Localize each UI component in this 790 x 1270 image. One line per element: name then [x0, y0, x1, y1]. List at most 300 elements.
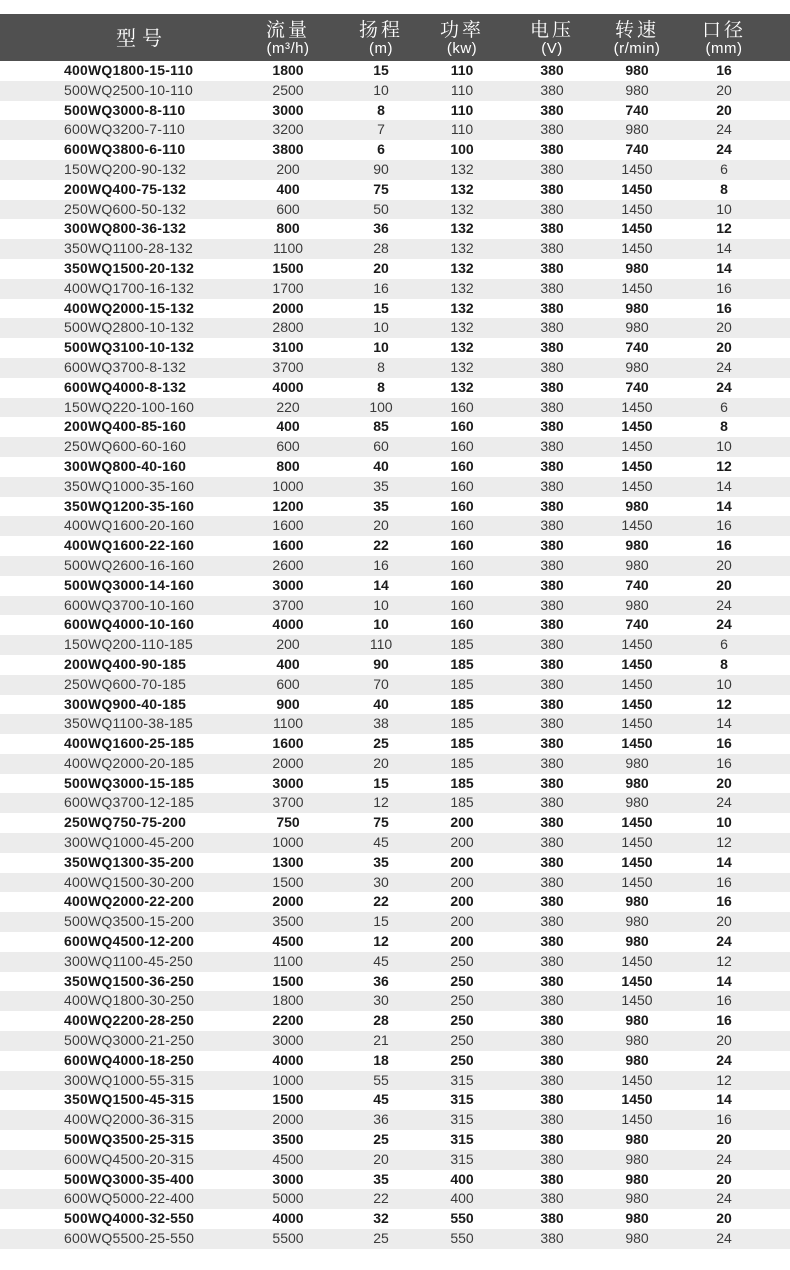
- cell-speed: 980: [625, 1032, 649, 1049]
- cell-speed: 1450: [621, 240, 653, 257]
- cell-head: 20: [373, 1150, 389, 1167]
- cell-model: 600WQ4000-10-160: [64, 616, 195, 633]
- cell-flow: 800: [276, 220, 300, 237]
- cell-caliber: 16: [716, 992, 732, 1009]
- cell-power: 200: [450, 814, 474, 831]
- cell-power: 250: [450, 992, 474, 1009]
- table-row: [0, 932, 790, 952]
- cell-flow: 1800: [272, 62, 304, 78]
- table-row: [0, 200, 790, 220]
- cell-flow: 3000: [272, 101, 304, 118]
- cell-flow: 400: [276, 180, 300, 197]
- cell-power: 185: [450, 715, 474, 732]
- cell-voltage: 380: [540, 655, 564, 672]
- cell-voltage: 380: [540, 299, 564, 316]
- cell-head: 30: [373, 873, 389, 890]
- cell-model: 500WQ3500-25-315: [64, 1131, 195, 1148]
- cell-flow: 750: [276, 814, 300, 831]
- table-row: [0, 853, 790, 873]
- table-row: [0, 81, 790, 101]
- cell-caliber: 6: [720, 636, 728, 653]
- table-row: [0, 497, 790, 517]
- cell-voltage: 380: [540, 1111, 564, 1128]
- cell-speed: 980: [625, 893, 649, 910]
- cell-power: 132: [450, 299, 474, 316]
- cell-caliber: 24: [716, 596, 732, 613]
- cell-model: 500WQ2500-10-110: [64, 81, 194, 98]
- table-row: [0, 477, 790, 497]
- pump-spec-table: [0, 14, 790, 1249]
- cell-caliber: 14: [716, 240, 732, 257]
- cell-flow: 1000: [272, 477, 304, 494]
- cell-power: 185: [450, 774, 474, 791]
- cell-voltage: 380: [540, 378, 564, 395]
- cell-model: 400WQ2000-20-185: [64, 754, 195, 771]
- cell-head: 38: [373, 715, 389, 732]
- cell-voltage: 380: [540, 715, 564, 732]
- cell-speed: 1450: [621, 457, 653, 474]
- cell-flow: 3100: [272, 339, 304, 356]
- cell-head: 40: [373, 457, 389, 474]
- table-row: [0, 1189, 790, 1209]
- cell-caliber: 16: [716, 299, 732, 316]
- cell-voltage: 380: [540, 537, 564, 554]
- cell-speed: 1450: [621, 180, 653, 197]
- cell-head: 22: [373, 1190, 389, 1207]
- cell-model: 350WQ1100-38-185: [64, 715, 194, 732]
- cell-flow: 1600: [272, 735, 304, 752]
- cell-model: 600WQ4000-8-132: [64, 378, 187, 395]
- cell-flow: 3700: [272, 794, 304, 811]
- cell-flow: 4500: [272, 933, 304, 950]
- cell-flow: 5000: [272, 1190, 304, 1207]
- cell-flow: 4000: [272, 1210, 304, 1227]
- cell-caliber: 12: [716, 834, 732, 851]
- cell-flow: 1500: [272, 873, 304, 890]
- cell-power: 315: [450, 1131, 474, 1148]
- cell-voltage: 380: [540, 1012, 564, 1029]
- header-flow: [266, 14, 310, 61]
- cell-speed: 1450: [621, 992, 653, 1009]
- header-caliber-unit: (mm): [705, 40, 743, 57]
- cell-head: 8: [377, 378, 385, 395]
- cell-flow: 200: [276, 636, 300, 653]
- cell-voltage: 380: [540, 319, 564, 336]
- table-row: [0, 279, 790, 299]
- cell-head: 20: [373, 517, 389, 534]
- cell-head: 50: [373, 200, 389, 217]
- table-row: [0, 952, 790, 972]
- cell-speed: 1450: [621, 477, 653, 494]
- table-row: [0, 180, 790, 200]
- header-caliber-label: 口径: [701, 19, 747, 41]
- cell-model: 600WQ5500-25-550: [64, 1230, 195, 1247]
- cell-model: 600WQ3200-7-110: [64, 121, 186, 138]
- cell-model: 600WQ5000-22-400: [64, 1190, 195, 1207]
- cell-flow: 2000: [272, 1111, 304, 1128]
- cell-power: 200: [450, 853, 474, 870]
- cell-flow: 1600: [272, 517, 304, 534]
- cell-power: 185: [450, 636, 474, 653]
- table-row: [0, 556, 790, 576]
- cell-flow: 1500: [272, 259, 304, 276]
- cell-speed: 980: [625, 259, 649, 276]
- table-row: [0, 61, 790, 81]
- cell-voltage: 380: [540, 735, 564, 752]
- cell-voltage: 380: [540, 1032, 564, 1049]
- cell-speed: 740: [625, 616, 649, 633]
- cell-speed: 740: [625, 141, 649, 158]
- cell-model: 350WQ1200-35-160: [64, 497, 195, 514]
- table-row: [0, 140, 790, 160]
- cell-flow: 1100: [272, 952, 304, 969]
- cell-speed: 1450: [621, 695, 653, 712]
- cell-caliber: 24: [716, 1051, 732, 1068]
- cell-caliber: 20: [716, 576, 732, 593]
- table-row: [0, 398, 790, 418]
- cell-head: 36: [373, 972, 389, 989]
- cell-caliber: 20: [716, 1210, 732, 1227]
- cell-caliber: 24: [716, 121, 732, 138]
- cell-power: 160: [450, 556, 474, 573]
- header-model-label: 型号: [116, 26, 168, 50]
- cell-power: 100: [450, 141, 474, 158]
- cell-model: 600WQ4500-12-200: [64, 933, 195, 950]
- table-body: [0, 61, 790, 1249]
- cell-speed: 1450: [621, 655, 653, 672]
- cell-caliber: 8: [720, 418, 728, 435]
- header-speed: [614, 14, 661, 61]
- cell-model: 500WQ3000-35-400: [64, 1170, 195, 1187]
- header-head-label: 扬程: [358, 19, 404, 41]
- cell-power: 185: [450, 754, 474, 771]
- cell-caliber: 20: [716, 913, 732, 930]
- cell-head: 15: [373, 62, 389, 78]
- cell-speed: 980: [625, 81, 649, 98]
- cell-head: 36: [373, 1111, 389, 1128]
- cell-caliber: 16: [716, 537, 732, 554]
- cell-head: 12: [373, 794, 389, 811]
- cell-head: 25: [373, 1131, 389, 1148]
- cell-model: 300WQ900-40-185: [64, 695, 187, 712]
- cell-caliber: 24: [716, 1150, 732, 1167]
- cell-flow: 2000: [272, 893, 304, 910]
- cell-head: 100: [369, 398, 393, 415]
- cell-voltage: 380: [540, 1131, 564, 1148]
- cell-flow: 2500: [272, 81, 304, 98]
- cell-voltage: 380: [540, 913, 564, 930]
- cell-caliber: 12: [716, 952, 732, 969]
- cell-speed: 1450: [621, 160, 653, 177]
- cell-flow: 3700: [272, 596, 304, 613]
- cell-head: 10: [373, 81, 389, 98]
- cell-speed: 1450: [621, 1111, 653, 1128]
- cell-flow: 400: [276, 418, 300, 435]
- cell-model: 600WQ3700-8-132: [64, 358, 187, 375]
- table-header: [0, 14, 790, 61]
- cell-power: 160: [450, 537, 474, 554]
- cell-voltage: 380: [540, 1230, 564, 1247]
- cell-caliber: 16: [716, 735, 732, 752]
- cell-caliber: 20: [716, 1032, 732, 1049]
- cell-voltage: 380: [540, 358, 564, 375]
- cell-model: 350WQ1500-20-132: [64, 259, 195, 276]
- cell-flow: 2200: [272, 1012, 304, 1029]
- cell-speed: 1450: [621, 517, 653, 534]
- cell-power: 132: [450, 259, 474, 276]
- cell-speed: 1450: [621, 418, 653, 435]
- table-row: [0, 912, 790, 932]
- header-flow-label: 流量: [265, 19, 311, 41]
- cell-flow: 800: [276, 457, 300, 474]
- cell-head: 22: [373, 893, 389, 910]
- cell-flow: 1100: [272, 715, 304, 732]
- cell-model: 600WQ4000-18-250: [64, 1051, 195, 1068]
- cell-power: 160: [450, 438, 474, 455]
- cell-caliber: 14: [716, 1091, 732, 1108]
- table-row: [0, 1150, 790, 1170]
- cell-head: 10: [373, 319, 389, 336]
- cell-flow: 1700: [272, 279, 304, 296]
- cell-caliber: 24: [716, 1230, 732, 1247]
- cell-model: 150WQ200-90-132: [64, 160, 187, 177]
- header-voltage-unit: (V): [541, 40, 563, 57]
- cell-head: 7: [377, 121, 385, 138]
- table-row: [0, 417, 790, 437]
- cell-voltage: 380: [540, 695, 564, 712]
- cell-flow: 4000: [272, 378, 304, 395]
- cell-head: 20: [373, 754, 389, 771]
- cell-power: 132: [450, 240, 474, 257]
- table-row: [0, 160, 790, 180]
- cell-flow: 4000: [272, 1051, 304, 1068]
- cell-model: 300WQ1000-55-315: [64, 1071, 195, 1088]
- table-row: [0, 299, 790, 319]
- cell-speed: 1450: [621, 398, 653, 415]
- cell-flow: 1000: [272, 834, 304, 851]
- cell-speed: 980: [625, 556, 649, 573]
- cell-model: 400WQ1600-22-160: [64, 537, 195, 554]
- cell-head: 30: [373, 992, 389, 1009]
- cell-model: 600WQ4500-20-315: [64, 1150, 195, 1167]
- cell-model: 250WQ600-50-132: [64, 200, 187, 217]
- cell-speed: 980: [625, 1190, 649, 1207]
- cell-voltage: 380: [540, 497, 564, 514]
- cell-voltage: 380: [540, 240, 564, 257]
- cell-head: 21: [373, 1032, 389, 1049]
- cell-model: 400WQ1700-16-132: [64, 279, 195, 296]
- cell-speed: 980: [625, 1230, 649, 1247]
- cell-voltage: 380: [540, 160, 564, 177]
- cell-model: 200WQ400-90-185: [64, 655, 187, 672]
- cell-head: 36: [373, 220, 389, 237]
- cell-power: 160: [450, 616, 474, 633]
- cell-model: 400WQ1800-15-110: [64, 62, 194, 78]
- cell-model: 400WQ2000-36-315: [64, 1111, 195, 1128]
- cell-speed: 980: [625, 774, 649, 791]
- cell-voltage: 380: [540, 636, 564, 653]
- cell-speed: 980: [625, 1012, 649, 1029]
- cell-caliber: 14: [716, 497, 732, 514]
- cell-model: 350WQ1000-35-160: [64, 477, 195, 494]
- cell-head: 25: [373, 735, 389, 752]
- cell-head: 8: [377, 101, 385, 118]
- cell-model: 300WQ1000-45-200: [64, 834, 195, 851]
- cell-model: 350WQ1300-35-200: [64, 853, 195, 870]
- cell-caliber: 12: [716, 695, 732, 712]
- cell-voltage: 380: [540, 279, 564, 296]
- cell-power: 550: [450, 1230, 474, 1247]
- cell-head: 60: [373, 438, 389, 455]
- cell-head: 28: [373, 240, 389, 257]
- cell-caliber: 24: [716, 141, 732, 158]
- cell-flow: 3000: [272, 774, 304, 791]
- cell-speed: 980: [625, 1170, 649, 1187]
- cell-model: 300WQ1100-45-250: [64, 952, 194, 969]
- table-row: [0, 695, 790, 715]
- cell-caliber: 24: [716, 616, 732, 633]
- cell-head: 8: [377, 358, 385, 375]
- cell-power: 132: [450, 200, 474, 217]
- cell-head: 45: [373, 952, 389, 969]
- cell-flow: 2000: [272, 754, 304, 771]
- cell-caliber: 12: [716, 220, 732, 237]
- cell-power: 400: [450, 1190, 474, 1207]
- cell-head: 32: [373, 1210, 389, 1227]
- header-speed-label: 转速: [614, 19, 660, 41]
- cell-speed: 1450: [621, 814, 653, 831]
- table-row: [0, 1031, 790, 1051]
- cell-flow: 200: [276, 160, 300, 177]
- cell-flow: 3800: [272, 141, 304, 158]
- cell-voltage: 380: [540, 873, 564, 890]
- table-row: [0, 516, 790, 536]
- cell-caliber: 8: [720, 180, 728, 197]
- cell-voltage: 380: [540, 477, 564, 494]
- cell-caliber: 24: [716, 933, 732, 950]
- table-row: [0, 655, 790, 675]
- cell-flow: 3000: [272, 576, 304, 593]
- cell-power: 250: [450, 1051, 474, 1068]
- cell-power: 160: [450, 457, 474, 474]
- cell-model: 400WQ2000-15-132: [64, 299, 195, 316]
- cell-model: 350WQ1500-36-250: [64, 972, 195, 989]
- cell-power: 160: [450, 497, 474, 514]
- cell-head: 35: [373, 497, 389, 514]
- cell-caliber: 10: [716, 438, 732, 455]
- cell-head: 16: [373, 279, 389, 296]
- cell-model: 300WQ800-40-160: [64, 457, 187, 474]
- cell-flow: 1600: [272, 537, 304, 554]
- cell-power: 250: [450, 972, 474, 989]
- cell-flow: 1500: [272, 972, 304, 989]
- table-row: [0, 437, 790, 457]
- cell-voltage: 380: [540, 101, 564, 118]
- cell-power: 132: [450, 279, 474, 296]
- cell-flow: 600: [276, 438, 300, 455]
- cell-power: 132: [450, 220, 474, 237]
- cell-voltage: 380: [540, 814, 564, 831]
- table-row: [0, 1051, 790, 1071]
- cell-voltage: 380: [540, 596, 564, 613]
- cell-caliber: 14: [716, 715, 732, 732]
- cell-model: 500WQ3500-15-200: [64, 913, 195, 930]
- table-row: [0, 1110, 790, 1130]
- cell-caliber: 20: [716, 81, 732, 98]
- cell-speed: 1450: [621, 735, 653, 752]
- cell-power: 400: [450, 1170, 474, 1187]
- cell-speed: 980: [625, 62, 649, 78]
- cell-speed: 1450: [621, 952, 653, 969]
- cell-voltage: 380: [540, 62, 564, 78]
- cell-speed: 980: [625, 319, 649, 336]
- cell-caliber: 24: [716, 1190, 732, 1207]
- cell-voltage: 380: [540, 81, 564, 98]
- table-row: [0, 793, 790, 813]
- cell-flow: 2000: [272, 299, 304, 316]
- cell-speed: 980: [625, 596, 649, 613]
- cell-model: 500WQ2600-16-160: [64, 556, 195, 573]
- cell-voltage: 380: [540, 834, 564, 851]
- cell-voltage: 380: [540, 774, 564, 791]
- cell-flow: 3700: [272, 358, 304, 375]
- cell-model: 150WQ200-110-185: [64, 636, 194, 653]
- cell-flow: 3000: [272, 1170, 304, 1187]
- cell-model: 500WQ3000-8-110: [64, 101, 186, 118]
- cell-voltage: 380: [540, 517, 564, 534]
- cell-model: 400WQ1600-25-185: [64, 735, 195, 752]
- cell-power: 160: [450, 596, 474, 613]
- header-power-unit: (kw): [446, 40, 478, 57]
- cell-model: 400WQ2200-28-250: [64, 1012, 195, 1029]
- cell-voltage: 380: [540, 200, 564, 217]
- header-caliber: [702, 14, 746, 61]
- cell-flow: 1000: [272, 1071, 304, 1088]
- cell-speed: 980: [625, 358, 649, 375]
- cell-speed: 980: [625, 754, 649, 771]
- cell-head: 25: [373, 1230, 389, 1247]
- cell-power: 250: [450, 952, 474, 969]
- cell-caliber: 20: [716, 339, 732, 356]
- cell-head: 90: [373, 655, 389, 672]
- cell-power: 132: [450, 180, 474, 197]
- cell-head: 70: [373, 675, 389, 692]
- cell-head: 35: [373, 853, 389, 870]
- cell-speed: 1450: [621, 438, 653, 455]
- cell-flow: 1100: [272, 240, 304, 257]
- cell-voltage: 380: [540, 675, 564, 692]
- cell-model: 500WQ3000-14-160: [64, 576, 195, 593]
- cell-flow: 4000: [272, 616, 304, 633]
- cell-speed: 740: [625, 339, 649, 356]
- table-row: [0, 120, 790, 140]
- cell-caliber: 16: [716, 279, 732, 296]
- cell-flow: 3500: [272, 1131, 304, 1148]
- cell-speed: 980: [625, 121, 649, 138]
- cell-voltage: 380: [540, 952, 564, 969]
- cell-flow: 3200: [272, 121, 304, 138]
- cell-caliber: 20: [716, 319, 732, 336]
- cell-head: 10: [373, 616, 389, 633]
- header-model: [116, 14, 168, 61]
- cell-caliber: 10: [716, 675, 732, 692]
- cell-head: 35: [373, 1170, 389, 1187]
- cell-voltage: 380: [540, 1051, 564, 1068]
- cell-head: 75: [373, 180, 389, 197]
- cell-caliber: 14: [716, 477, 732, 494]
- cell-flow: 600: [276, 200, 300, 217]
- cell-caliber: 12: [716, 1071, 732, 1088]
